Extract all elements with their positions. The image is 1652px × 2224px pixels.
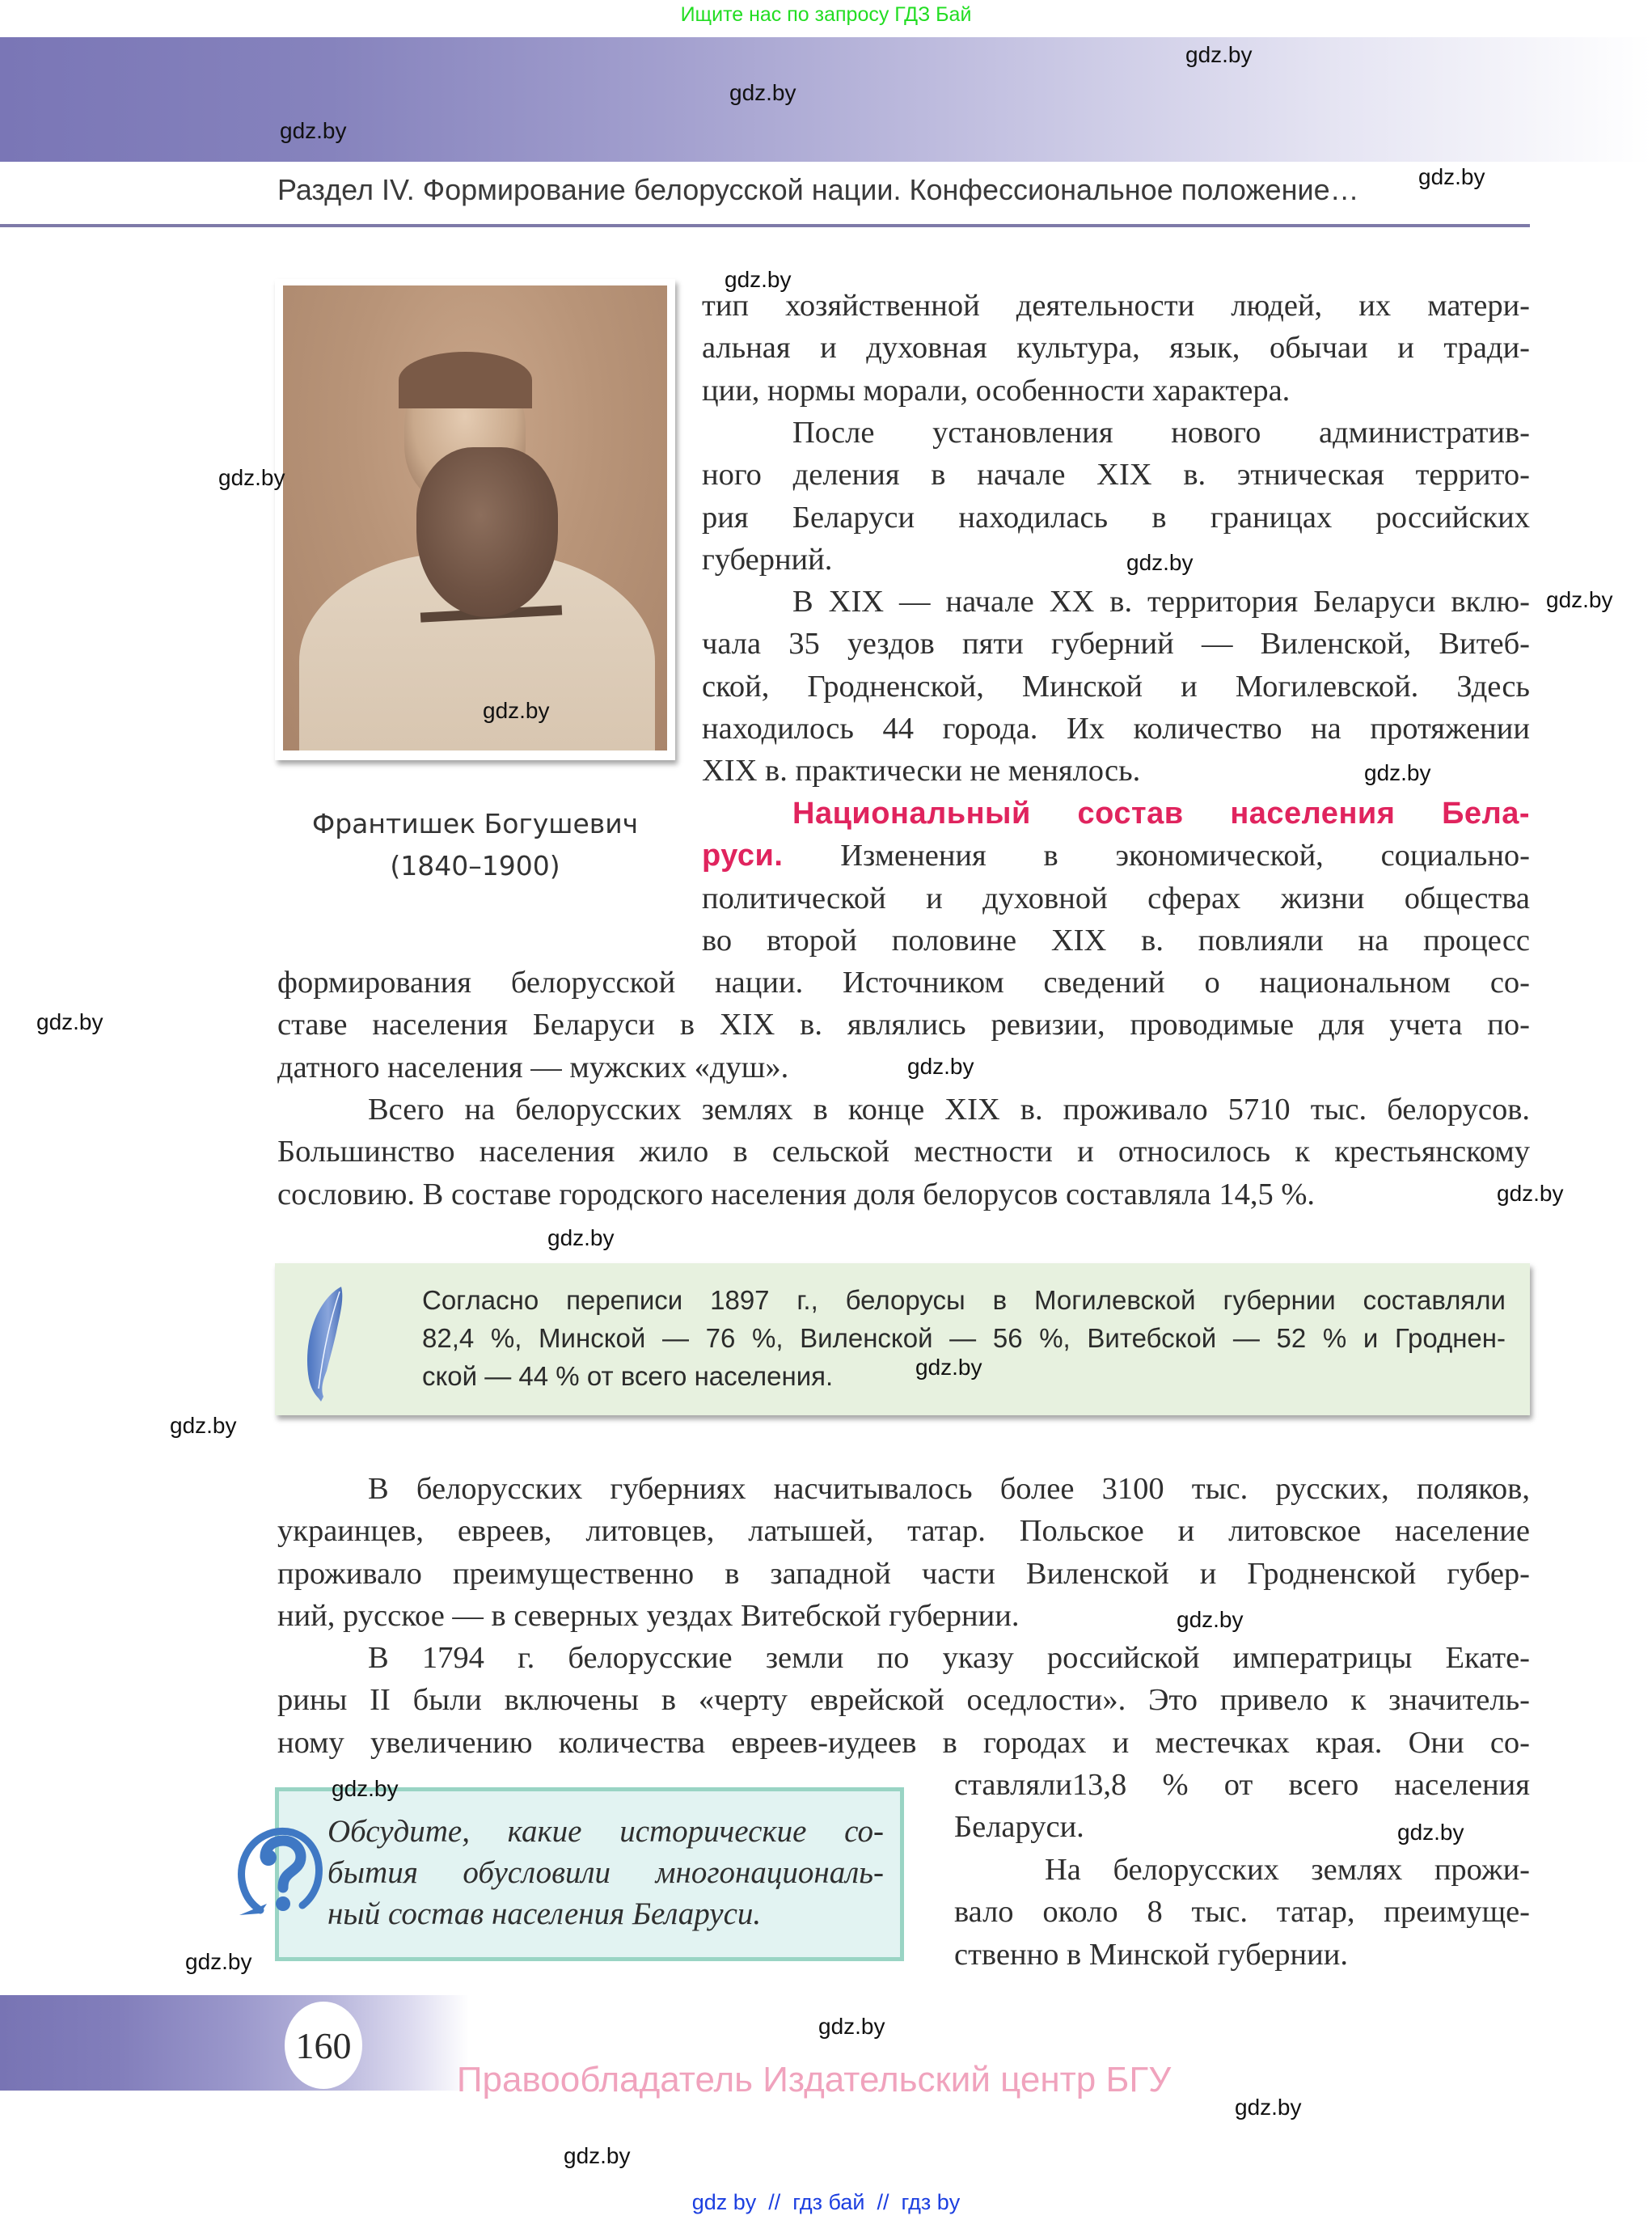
watermark: gdz.by — [1418, 164, 1485, 189]
watermark: gdz.by — [564, 2143, 631, 2168]
footer-link-gdz-by[interactable]: gdz by — [691, 2190, 757, 2214]
text-line: проживало преимущественно в западной части Виленской и Гродненской губер- — [277, 1556, 1530, 1591]
text-line: Обсудите, какие исторические со- — [327, 1814, 884, 1849]
portrait-caption-years: (1840–1900) — [390, 850, 560, 882]
portrait-photo — [275, 279, 675, 760]
header-band — [0, 37, 1652, 162]
watermark: gdz.by — [1235, 2095, 1302, 2120]
watermark: gdz.by — [915, 1355, 982, 1380]
paragraph-other-nationalities — [277, 1468, 1530, 1637]
footer-link-separator: // — [864, 2190, 902, 2214]
feather-icon — [299, 1283, 348, 1405]
text-line: рины II были включены в «черту еврейской оседлости». Это привело к значитель- — [277, 1683, 1530, 1718]
watermark: gdz.by — [547, 1225, 615, 1250]
copyright-notice: Правообладатель Издательский центр БГУ — [456, 2060, 1172, 2099]
text-line: В 1794 г. белорусские земли по указу российской императрицы Екате- — [368, 1641, 1530, 1675]
watermark: gdz.by — [1185, 42, 1253, 67]
watermark: gdz.by — [1126, 550, 1194, 575]
text-line: ний, русское — в северных уездах Витебской губернии. — [277, 1598, 1020, 1633]
text-line: XIX в. практически не менялось. — [702, 754, 1141, 789]
text-line: ный состав населения Беларуси. — [327, 1896, 762, 1931]
text-line: ции, нормы морали, особенности характера. — [702, 373, 1291, 408]
watermark: gdz.by — [1546, 587, 1613, 612]
text-line: Беларуси. — [954, 1810, 1084, 1845]
text-line: Согласно переписи 1897 г., белорусы в Могилевской губернии составляли — [422, 1285, 1506, 1315]
census-fact-callout — [275, 1263, 1530, 1415]
text-line: В XIX — начале XX в. территория Беларуси вклю- — [792, 585, 1530, 619]
text-line: во второй половине XIX в. повлияли на процесс — [702, 923, 1530, 958]
watermark: gdz.by — [170, 1413, 237, 1438]
section-heading-text: Национальный состав населения Бела- — [792, 797, 1530, 831]
section-heading — [702, 793, 1530, 835]
watermark: gdz.by — [483, 698, 550, 723]
watermark: gdz.by — [185, 1949, 252, 1974]
text-line: После установления нового административ- — [792, 416, 1530, 450]
text-line: Большинство населения жило в сельской местности и относилось к крестьянскому — [277, 1135, 1530, 1169]
text-line: В белорусских губерниях насчитывалось более 3100 тыс. русских, поляков, — [368, 1472, 1530, 1506]
paragraph-belarusians-count — [277, 1089, 1530, 1216]
text-line: ской, Гродненской, Минской и Могилевской. Здесь — [702, 669, 1530, 704]
text-line: 82,4 %, Минской — 76 %, Виленской — 56 %, Витебской — 52 % и Гроднен- — [422, 1323, 1506, 1353]
watermark: gdz.by — [1497, 1181, 1564, 1206]
watermark: gdz.by — [725, 267, 792, 292]
discussion-question-box — [275, 1787, 904, 1961]
text-line: Всего на белорусских землях в конце XIX в. проживало 5710 тыс. белорусов. — [368, 1093, 1530, 1127]
text-line: ному увеличению количества евреев-иудеев в городах и местечках края. Они со- — [277, 1725, 1530, 1760]
text-line: находилось 44 города. Их количество на протяжении — [702, 711, 1530, 746]
text-line: формирования белорусской нации. Источником сведений о национальном со- — [277, 966, 1530, 1000]
watermark: gdz.by — [1177, 1607, 1244, 1632]
text-line: ственно в Минской губернии. — [954, 1937, 1348, 1972]
text-line: альная и духовная культура, язык, обычаи и тради- — [702, 331, 1530, 366]
paragraph-revisions — [277, 962, 1530, 1089]
paragraph-tatars — [954, 1849, 1530, 1976]
footer-link-gdz-by-cyr[interactable]: гдз by — [901, 2190, 961, 2214]
text-line — [702, 835, 1530, 877]
text-line: бытия обусловили многонациональ- — [327, 1855, 884, 1890]
text-line: ного деления в начале XIX в. этническая террито- — [702, 458, 1530, 493]
watermark: gdz.by — [332, 1776, 399, 1801]
watermark: gdz.by — [1364, 760, 1431, 785]
text-line: датного населения — мужских «душ». — [277, 1050, 789, 1085]
discussion-question-text — [327, 1811, 884, 1934]
section-heading-text: руси. — [702, 839, 784, 873]
watermark: gdz.by — [729, 80, 796, 105]
paragraph-culture — [702, 285, 1530, 412]
watermark: gdz.by — [1397, 1820, 1464, 1845]
watermark: gdz.by — [218, 465, 285, 490]
text-line: украинцев, евреев, литовцев, латышей, татар. Польское и литовское население — [277, 1514, 1530, 1549]
paragraph-national-composition — [702, 793, 1530, 962]
text-line: губерний. — [702, 542, 833, 577]
text-line: сословию. В составе городского населения доля белорусов составляла 14,5 %. — [277, 1177, 1316, 1211]
text-line: вало около 8 тыс. татар, преимуще- — [954, 1895, 1530, 1930]
watermark: gdz.by — [36, 1009, 104, 1034]
text-line: рия Беларуси находилась в границах российских — [702, 500, 1530, 535]
question-icon — [236, 1820, 325, 1925]
text-line: ской — 44 % от всего населения. — [422, 1361, 834, 1391]
section-title: Раздел IV. Формирование белорусской нации. Конфессиональное положение… — [277, 173, 1359, 206]
paragraph-pale-of-settlement — [277, 1637, 1530, 1764]
watermark: gdz.by — [280, 118, 347, 143]
text-line: чала 35 уездов пяти губерний — Виленской, Витеб- — [702, 627, 1530, 662]
footer-link-gdz-bai[interactable]: гдз бай — [792, 2190, 865, 2214]
paragraph-administrative-division — [702, 412, 1530, 581]
header-divider — [0, 224, 1530, 227]
text-line: ставе населения Беларуси в XIX в. являлись ревизии, проводимые для учета по- — [277, 1008, 1530, 1042]
portrait-image — [283, 285, 667, 750]
text-line: На белорусских землях прожи- — [1045, 1853, 1530, 1887]
text-line: тип хозяйственной деятельности людей, их матери- — [702, 289, 1530, 323]
text-fragment: Изменения в экономической, социально- — [783, 839, 1530, 873]
search-hint-banner: Ищите нас по запросу ГДЗ Бай — [680, 3, 972, 26]
watermark: gdz.by — [818, 2014, 885, 2039]
text-line: политической и духовной сферах жизни общества — [702, 881, 1530, 915]
text-line: ставляли13,8 % от всего населения — [954, 1768, 1530, 1802]
footer-link-separator: // — [756, 2190, 793, 2214]
page-number: 160 — [285, 2002, 362, 2089]
portrait-caption-name: Франтишек Богушевич — [311, 808, 639, 839]
watermark: gdz.by — [907, 1054, 974, 1079]
footer-links — [0, 2190, 1652, 2215]
